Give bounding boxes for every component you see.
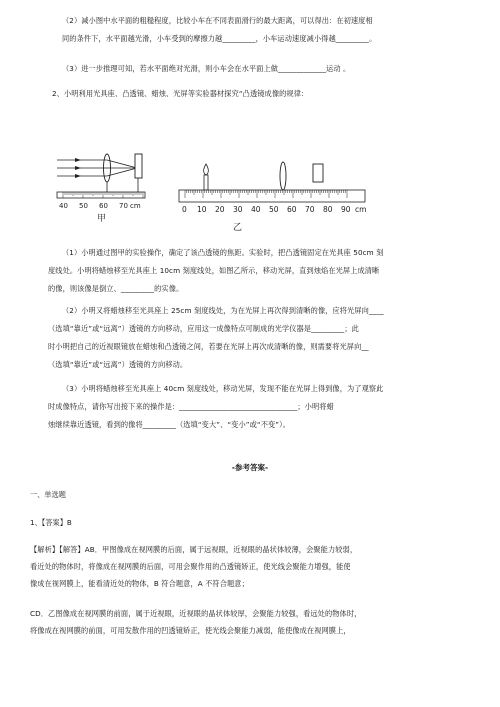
figure-b-label: 乙	[233, 223, 243, 233]
figure-b-tick-20: 20	[215, 205, 225, 214]
figure-a-unit: cm	[130, 202, 141, 210]
analysis-line3: 像成在视网膜上，能看清近处的物体，B 符合题意，A 不符合题意；	[30, 579, 249, 588]
q1-part2-line1: （2）减小图中水平面的粗糙程度，比较小车在不同表面滑行的最大距离，可以得出：在初速度相	[62, 16, 373, 25]
q2-part2-line3: 时小明把自己的近视眼镜放在蜡烛和凸透镜之间，若要在光屏上再次成清晰的像，则需要将光屏向__	[48, 342, 369, 351]
q2-part3-line1: （3）小明将蜡烛移至光具座上 40cm 刻度线处，移动光屏，发现不能在光屏上得到像，为了观察此	[62, 384, 384, 393]
figure-b-tick-90: 90	[341, 205, 351, 214]
figure-b-unit: cm	[355, 205, 367, 214]
q2-part3	[48, 380, 462, 434]
q2-intro	[52, 85, 452, 103]
q1-part3-line1: （3）进一步推理可知，若水平面绝对光滑，则小车会在水平面上做_____________运动 。	[62, 64, 351, 73]
figure-b-tick-70: 70	[305, 205, 315, 214]
q2-part1-line3: 的像，则该像是倒立、_________的实像。	[48, 284, 184, 293]
figure-b-tick-10: 10	[197, 205, 207, 214]
figure-b-diagram	[175, 160, 375, 240]
figure-a-label: 甲	[97, 214, 107, 223]
figure-b-tick-50: 50	[269, 205, 279, 214]
figure-a-tick-70: 70	[119, 202, 128, 210]
figure-b-tick-80: 80	[323, 205, 333, 214]
answer-title: -参考答案-	[231, 463, 269, 472]
section-heading: 一、单选题	[30, 490, 66, 499]
q2-part3-line2: 时成像特点，请你写出接下来的操作是：________________________________；小明将蜡	[48, 402, 334, 411]
answer-analysis	[30, 541, 470, 639]
q2-part2	[48, 302, 462, 374]
q2-part2-line1: （2）小明又将蜡烛移至光具座上 25cm 刻度线处，为在光屏上再次得到清晰的像，应将光屏向____	[62, 306, 384, 315]
q1-part2	[62, 12, 462, 48]
q2-part3-line3: 烛继续靠近透镜，看到的像将_________（选填“变大”、“变小”或“不变”）。	[48, 420, 291, 429]
figure-b-tick-0: 0	[182, 205, 187, 214]
answer-item-1: 1、【答案】B	[30, 518, 72, 527]
figure-a-diagram	[55, 108, 170, 223]
q2-part1-line2: 度线处。小明将蜡烛移至光具座上 10cm 刻度线处，如图乙所示，移动光屏，直到烛焰在光屏上成清晰	[48, 266, 380, 275]
figure-b-tick-30: 30	[233, 205, 243, 214]
analysis-line5: 将像成在视网膜的前面，可用发散作用的凹透镜矫正，使光线会聚能力减弱，能使像成在视网膜上，	[30, 626, 351, 635]
analysis-line2: 看近处的物体时，将像成在视网膜的后面，可用会聚作用的凸透镜矫正，使光线会聚能力增强，能使	[30, 562, 351, 571]
q2-intro-text: 2、小明利用光具座、凸透镜、蜡烛、光屏等实验器材探究“凸透镜成像的规律：	[52, 89, 309, 98]
figure-b-tick-40: 40	[251, 205, 261, 214]
analysis-line4: CD．乙图像成在视网膜的前面，属于近视眼，近视眼的晶状体较厚，会聚能力较强，看远处的物体时，	[30, 609, 362, 618]
figure-a-tick-40: 40	[59, 202, 68, 210]
figure-b	[175, 160, 375, 240]
figure-a	[55, 108, 170, 223]
q2-part2-line2: （选填“靠近”或“远离”）透镜的方向移动，应用这一成像特点可制成的光学仪器是_________；此	[48, 324, 359, 333]
q2-part1	[48, 244, 462, 298]
q2-part1-line1: （1）小明通过图甲的实验操作，确定了该凸透镜的焦距。实验时，把凸透镜固定在光具座 50cm 刻	[62, 248, 384, 257]
analysis-line1: 【解析】【解答】AB．甲图像成在视网膜的后面，属于远视眼，近视眼的晶状体较薄，会聚能力较弱，	[30, 545, 358, 554]
q2-part2-line4: （选填“靠近”或“远离”）透镜的方向移动。	[48, 360, 188, 369]
q1-part2-line2: 同的条件下，水平面越光滑，小车受到的摩擦力越_________，小车运动速度减小得越_________。	[62, 34, 377, 43]
figure-a-tick-60: 60	[99, 202, 108, 210]
q1-part3	[62, 60, 462, 78]
figure-b-tick-60: 60	[287, 205, 297, 214]
figure-a-tick-50: 50	[79, 202, 88, 210]
